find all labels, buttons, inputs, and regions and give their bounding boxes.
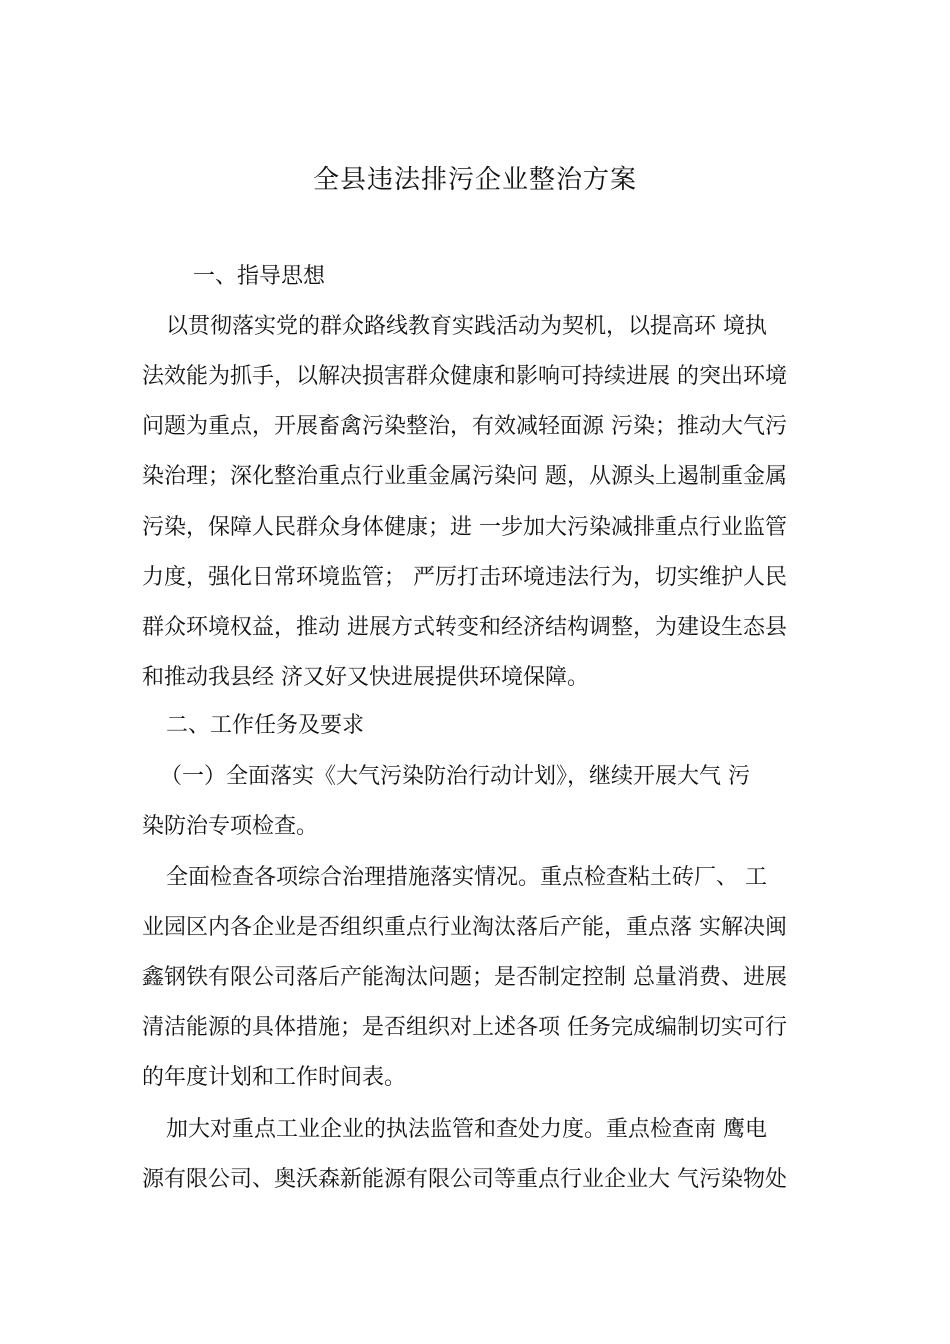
paragraph-line: 全面检查各项综合治理措施落实情况。重点检查粘土砖厂、 工 <box>166 865 767 890</box>
paragraph-line: 源有限公司、奥沃森新能源有限公司等重点行业企业大 气污染物处 <box>142 1167 787 1192</box>
paragraph-line: 法效能为抓手，以解决损害群众健康和影响可持续进展 的突出环境 <box>142 364 787 389</box>
paragraph-line: 的年度计划和工作时间表。 <box>142 1065 407 1090</box>
paragraph-line: 鑫钢铁有限公司落后产能淘汰问题；是否制定控制 总量消费、进展 <box>142 965 787 990</box>
paragraph-line: 群众环境权益，推动 进展方式转变和经济结构调整，为建设生态县 <box>142 615 787 640</box>
paragraph-line: 和推动我县经 济又好又快进展提供环境保障。 <box>142 665 589 690</box>
paragraph-line: 问题为重点，开展畜禽污染整治，有效减轻面源 污染；推动大气污 <box>142 414 787 439</box>
document-title: 全县违法排污企业整治方案 <box>312 165 637 195</box>
subheading-line: （一）全面落实《大气污染防治行动计划》，继续开展大气 污 <box>160 764 750 789</box>
paragraph-line: 业园区内各企业是否组织重点行业淘汰落后产能，重点落 实解决闽 <box>142 915 787 940</box>
heading-tasks-requirements: 二、工作任务及要求 <box>166 713 365 738</box>
subheading-line: 染防治专项检查。 <box>142 814 319 839</box>
heading-guiding-thought: 一、指导思想 <box>142 264 325 289</box>
paragraph-line: 污染，保障人民群众身体健康；进 一步加大污染减排重点行业监管 <box>142 515 787 540</box>
paragraph-line: 清洁能源的具体措施；是否组织对上述各项 任务完成编制切实可行 <box>142 1015 787 1040</box>
paragraph-line: 加大对重点工业企业的执法监管和查处力度。重点检查南 鹰电 <box>166 1117 767 1142</box>
paragraph-line: 以贯彻落实党的群众路线教育实践活动为契机，以提高环 境执 <box>166 314 767 339</box>
paragraph-line: 力度，强化日常环境监管； 严厉打击环境违法行为，切实维护人民 <box>142 565 787 590</box>
paragraph-line: 染治理；深化整治重点行业重金属污染问 题，从源头上遏制重金属 <box>142 464 787 489</box>
